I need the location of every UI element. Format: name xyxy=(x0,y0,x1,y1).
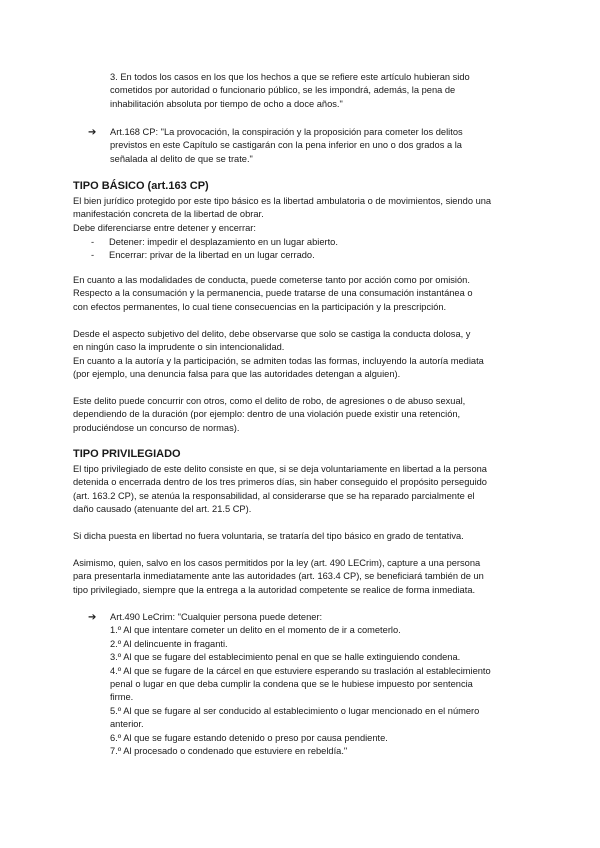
tipo-basico-paragraph-4 xyxy=(73,395,528,435)
text-line: Respecto a la consumación y la permanencia, puede tratarse de una consumación instantánea o xyxy=(73,288,473,299)
dash-bullet: - xyxy=(91,237,95,247)
tipo-privilegiado-paragraph-2 xyxy=(73,530,528,543)
text-line: en ningún caso la imprudente o sin intencionalidad. xyxy=(73,342,285,353)
tipo-basico-paragraph-3 xyxy=(73,328,528,382)
section-heading-tipo-basico: TIPO BÁSICO (art.163 CP) xyxy=(73,180,209,192)
arrow-bullet-icon: ➔ xyxy=(88,127,97,138)
text-line: para presentarla inmediatamente ante las autoridades (art. 163.4 CP), se beneficiará también de un xyxy=(73,571,484,582)
intro-quote-line: cometidos por autoridad o funcionario público, se les impondrá, además, la pena de xyxy=(110,85,456,96)
text-line: Asimismo, quien, salvo en los casos permitidos por la ley (art. 490 LECrim), capture a una persona xyxy=(73,558,481,568)
text-line: detenida o encerrada dentro de los tres primeros días, sin haber conseguido el propósito perseguido xyxy=(73,477,487,488)
intro-quote-line: inhabilitación absoluta por tiempo de ocho a doce años." xyxy=(110,98,343,109)
tipo-privilegiado-paragraph-1 xyxy=(73,463,528,517)
text-line: El tipo privilegiado de este delito consiste en que, si se deja voluntariamente en libertad a la persona xyxy=(73,464,487,474)
art490-line: Art.490 LeCrim: "Cualquier persona puede detener: xyxy=(110,612,323,622)
list-item-detener: Detener: impedir el desplazamiento en un lugar abierto. xyxy=(109,237,338,247)
text-line: dependiendo de la duración (por ejemplo: dentro de una violación puede existir una retención, xyxy=(73,409,461,420)
text-line: En cuanto a las modalidades de conducta, puede cometerse tanto por acción como por omisión. xyxy=(73,275,470,285)
art490-item: 2.º Al delincuente in fraganti. xyxy=(110,638,228,649)
text-line: El bien jurídico protegido por este tipo básico es la libertad ambulatoria o de movimientos, siendo una xyxy=(73,196,492,206)
dash-bullet: - xyxy=(91,250,95,260)
art490-item: 3.º Al que se fugare del establecimiento penal en que se halle extinguiendo condena. xyxy=(110,652,461,663)
list-item-encerrar: Encerrar: privar de la libertad en un lugar cerrado. xyxy=(109,250,315,260)
tipo-basico-paragraph-1 xyxy=(73,195,528,235)
art490-item: 5.º Al que se fugare al ser conducido al establecimiento o lugar mencionado en el número xyxy=(110,705,480,716)
art168-line: Art.168 CP: "La provocación, la conspiración y la proposición para cometer los delitos xyxy=(110,127,463,137)
art490-item: penal o lugar en que deba cumplir la condena que se le hubiese impuesto por sentencia xyxy=(110,679,473,690)
art490-item: firme. xyxy=(110,692,134,703)
text-line: produciéndose un concurso de normas). xyxy=(73,422,240,433)
text-line: daño causado (atenuante del art. 21.5 CP). xyxy=(73,504,252,515)
text-line: En cuanto a la autoría y la participación, se admiten todas las formas, incluyendo la autoría mediata xyxy=(73,355,484,366)
art490-item: 6.º Al que se fugare estando detenido o preso por causa pendiente. xyxy=(110,732,388,743)
art490-item: 4.º Al que se fugare de la cárcel en que estuviere esperando su traslación al establecimiento xyxy=(110,665,491,676)
tipo-privilegiado-paragraph-3 xyxy=(73,557,528,597)
art490-quote xyxy=(110,611,510,758)
tipo-basico-paragraph-2 xyxy=(73,274,528,314)
text-line: (por ejemplo, una denuncia falsa para que las autoridades detengan a alguien). xyxy=(73,369,401,380)
art168-line: previstos en este Capítulo se castigarán con la pena inferior en uno o dos grados a la xyxy=(110,140,462,151)
art168-quote xyxy=(110,126,510,166)
text-line: manifestación concreta de la libertad de obrar. xyxy=(73,209,264,220)
text-line: Si dicha puesta en libertad no fuera voluntaria, se trataría del tipo básico en grado de tentativa. xyxy=(73,531,464,541)
art490-item: 7.º Al procesado o condenado que estuviere en rebeldía." xyxy=(110,746,348,757)
intro-quote-line: 3. En todos los casos en los que los hechos a que se refiere este artículo hubieran sido xyxy=(110,72,470,82)
text-line: Desde el aspecto subjetivo del delito, debe observarse que solo se castiga la conducta dolosa, y xyxy=(73,329,471,339)
art168-line: señalada al delito de que se trate." xyxy=(110,153,253,164)
text-line: tipo privilegiado, siempre que la entrega a la autoridad competente se realice de forma inmediata. xyxy=(73,584,476,595)
intro-quote xyxy=(110,71,510,111)
text-line: (art. 163.2 CP), se atenúa la responsabilidad, al considerarse que se ha reparado parcialmente el xyxy=(73,490,475,501)
art490-item: 1.º Al que intentare cometer un delito en el momento de ir a cometerlo. xyxy=(110,625,401,636)
text-line: Este delito puede concurrir con otros, como el delito de robo, de agresiones o de abuso sexual, xyxy=(73,396,466,406)
arrow-bullet-icon: ➔ xyxy=(88,612,97,623)
art490-item: anterior. xyxy=(110,719,144,730)
text-line: con efectos permanentes, lo cual tiene consecuencias en la participación y la prescripción. xyxy=(73,301,447,312)
text-line: Debe diferenciarse entre detener y encerrar: xyxy=(73,222,256,233)
section-heading-tipo-privilegiado: TIPO PRIVILEGIADO xyxy=(73,448,181,460)
